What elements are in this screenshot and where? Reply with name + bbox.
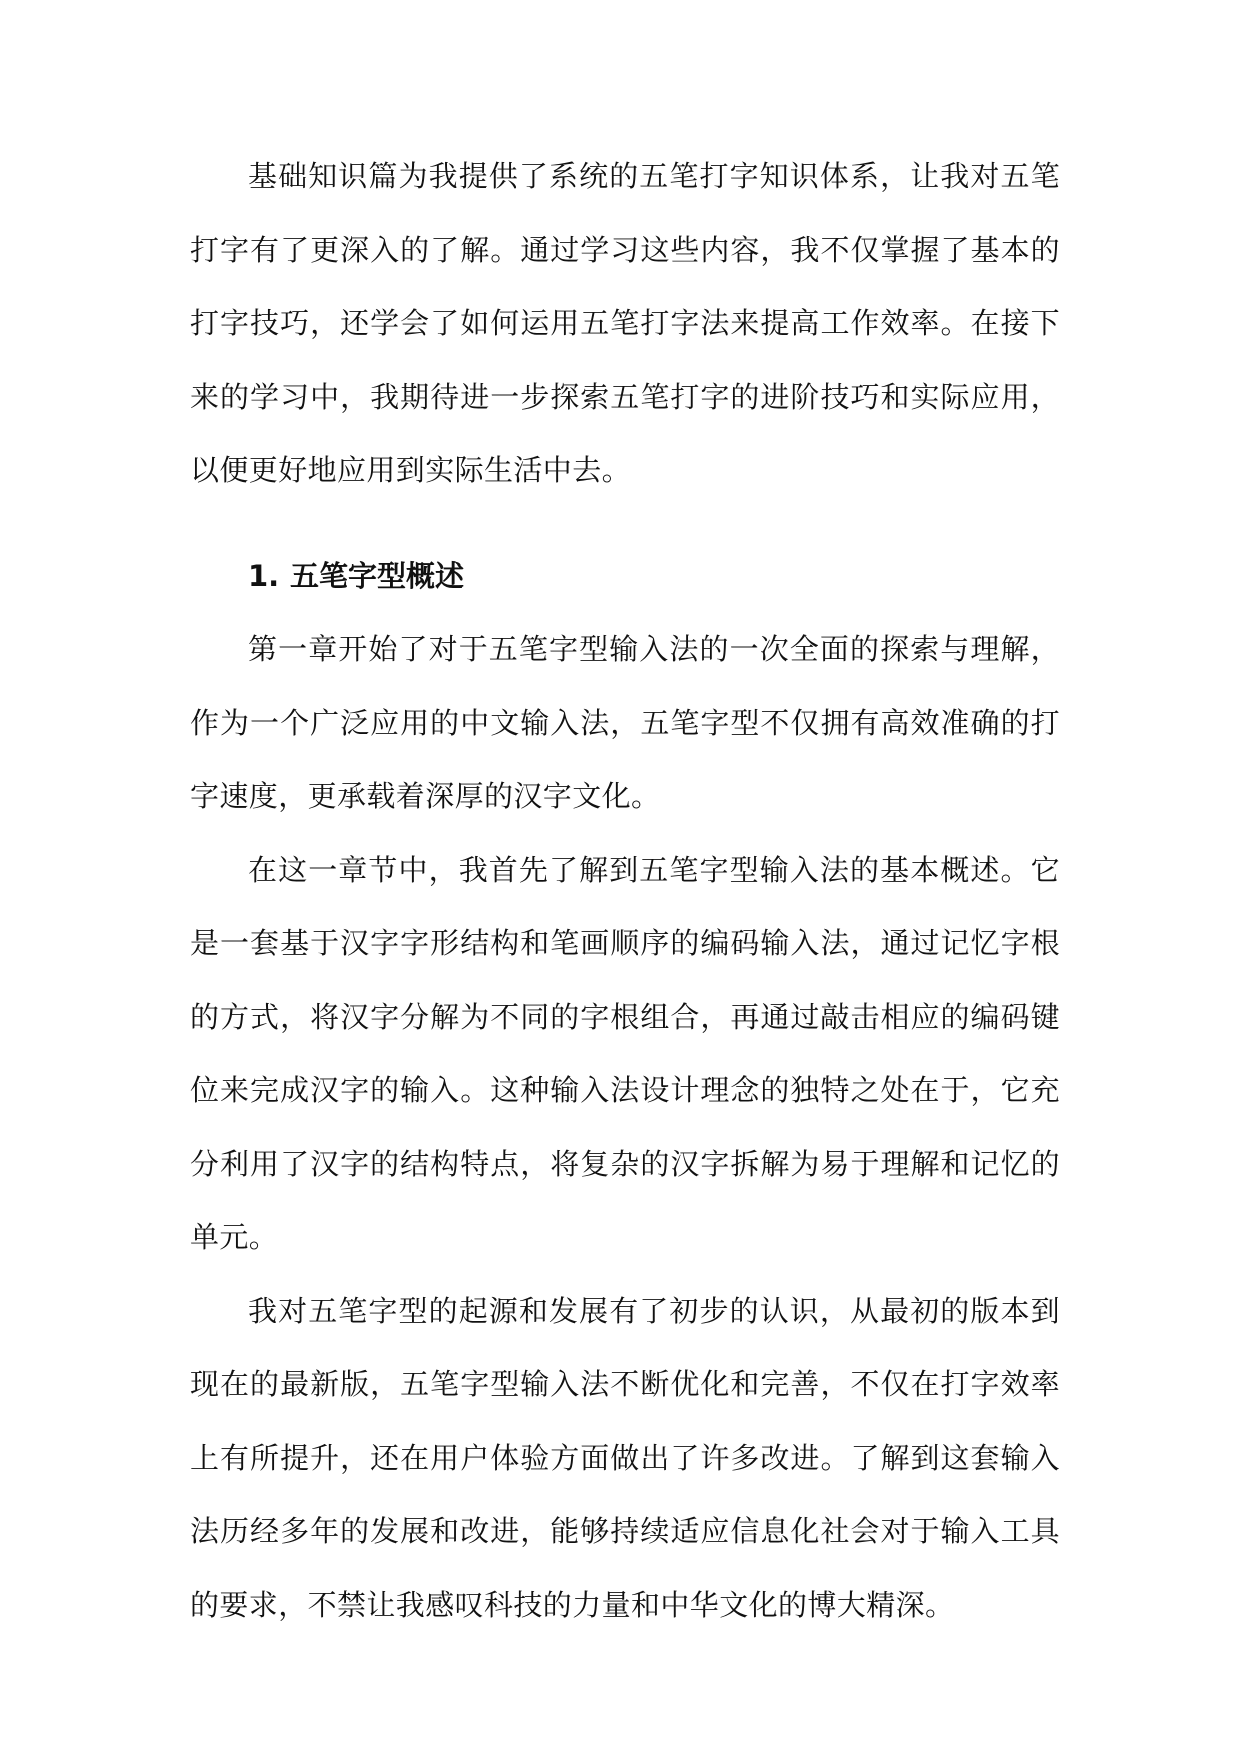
section-paragraph-1: 第一章开始了对于五笔字型输入法的一次全面的探索与理解，作为一个广泛应用的中文输入法，五笔字型不仅拥有高效准确的打字速度，更承载着深厚的汉字文化。 [190, 632, 1060, 813]
intro-paragraph: 基础知识篇为我提供了系统的五笔打字知识体系，让我对五笔打字有了更深入的了解。通过学习这些内容，我不仅掌握了基本的打字技巧，还学会了如何运用五笔打字法来提高工作效率。在接下来的学习中，我期待进一步探索五笔打字的进阶技巧和实际应用，以便更好地应用到实际生活中去。 [190, 159, 1060, 487]
section-gap [190, 508, 1060, 540]
section-heading [190, 540, 1060, 614]
section-title: 五笔字型概述 [290, 558, 465, 593]
section-number: 1. [248, 558, 280, 593]
section-paragraph-3: 我对五笔字型的起源和发展有了初步的认识，从最初的版本到现在的最新版，五笔字型输入法不断优化和完善，不仅在打字效率上有所提升，还在用户体验方面做出了许多改进。了解到这套输入法历经多年的发展和改进，能够持续适应信息化社会对于输入工具的要求，不禁让我感叹科技的力量和中华文化的博大精深。 [190, 1293, 1060, 1622]
document-content [190, 140, 1060, 1642]
section-paragraph-2: 在这一章节中，我首先了解到五笔字型输入法的基本概述。它是一套基于汉字字形结构和笔画顺序的编码输入法，通过记忆字根的方式，将汉字分解为不同的字根组合，再通过敲击相应的编码键位来完成汉字的输入。这种输入法设计理念的独特之处在于，它充分利用了汉字的结构特点，将复杂的汉字拆解为易于理解和记忆的单元。 [190, 852, 1060, 1254]
